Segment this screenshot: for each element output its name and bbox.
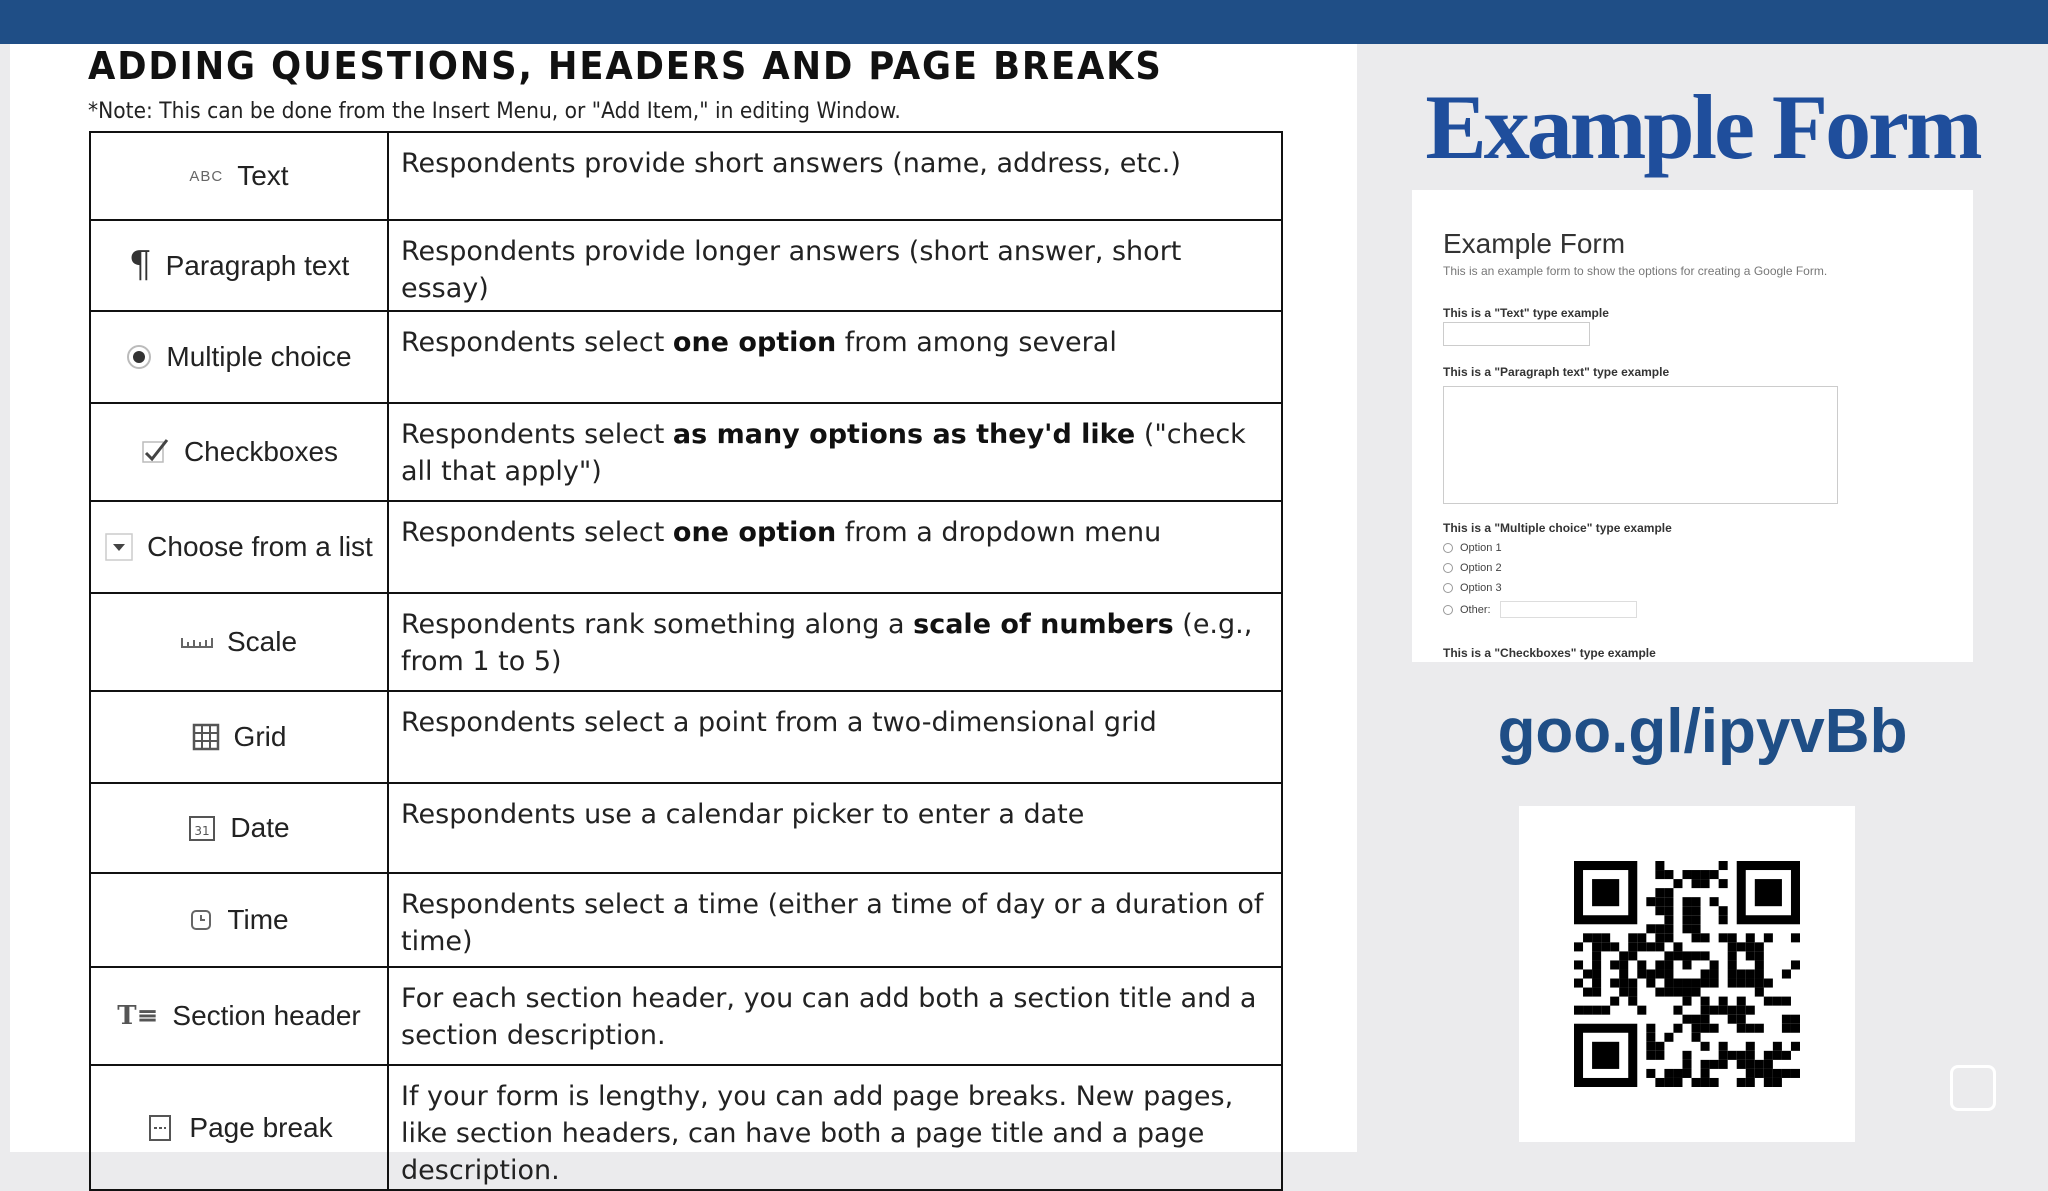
table-row [90, 311, 1282, 403]
question-type [91, 160, 387, 192]
option-1-radio[interactable]: Option 1 [1443, 542, 1502, 554]
question-type-cell [90, 967, 388, 1065]
question-type-description: For each section header, you can add both a section title and a section description. [401, 983, 1257, 1051]
table-row [90, 691, 1282, 783]
radio-icon [1443, 583, 1453, 593]
calendar-icon [188, 814, 216, 842]
question-type [91, 341, 387, 373]
pilcrow-icon: ¶ [128, 245, 152, 286]
table-row [90, 132, 1282, 220]
paragraph-question-label: This is a "Paragraph text" type example [1443, 365, 1670, 379]
question-type-cell [90, 593, 388, 691]
text-question-label: This is a "Text" type example [1443, 306, 1609, 320]
question-type-description: Respondents select as many options as they'd like ("check all that apply") [401, 419, 1246, 487]
option-2-radio[interactable]: Option 2 [1443, 562, 1502, 574]
question-type [91, 626, 387, 658]
question-type-description: Respondents use a calendar picker to enter a date [401, 799, 1085, 830]
document-note: *Note: This can be done from the Insert Menu, or "Add Item," in editing Window. [88, 99, 901, 124]
radio-icon [1443, 543, 1453, 553]
question-type-label: Text [237, 160, 289, 191]
question-type-label: Choose from a list [147, 531, 373, 562]
question-type-description: Respondents select a time (either a time of day or a duration of time) [401, 889, 1264, 957]
other-text-input[interactable] [1500, 601, 1637, 618]
description-cell [388, 1065, 1282, 1190]
text-answer-input[interactable] [1443, 322, 1590, 346]
fullscreen-button[interactable] [1950, 1065, 1996, 1111]
description-cell [388, 311, 1282, 403]
table-row [90, 783, 1282, 873]
question-type-description: Respondents provide longer answers (short answer, short essay) [401, 236, 1182, 304]
short-link[interactable]: goo.gl/ipyvBb [1497, 697, 1908, 766]
question-type-description: Respondents rank something along a scale of numbers (e.g., from 1 to 5) [401, 609, 1253, 677]
question-type-description: Respondents select one option from among several [401, 327, 1117, 358]
document-panel [10, 44, 1357, 1186]
question-type-label: Grid [233, 721, 287, 752]
table-row [90, 873, 1282, 967]
question-type [91, 245, 387, 286]
svg-text:31: 31 [194, 824, 211, 838]
description-cell [388, 220, 1282, 311]
question-type-cell [90, 1065, 388, 1190]
question-type [91, 436, 387, 468]
question-type-cell [90, 691, 388, 783]
document-title: ADDING QUESTIONS, HEADERS AND PAGE BREAKS [88, 44, 1163, 88]
clock-icon [189, 908, 213, 932]
question-type-label: Multiple choice [166, 341, 352, 372]
form-subtitle: This is an example form to show the options for creating a Google Form. [1443, 264, 1828, 278]
question-type-label: Date [230, 812, 290, 843]
question-type-cell [90, 132, 388, 220]
table-row [90, 501, 1282, 593]
example-panel [1357, 44, 2048, 1152]
table-row [90, 220, 1282, 311]
question-type [91, 1112, 387, 1144]
dropdown-icon [105, 533, 133, 561]
checkbox-question-label: This is a "Checkboxes" type example [1443, 646, 1656, 660]
question-type-label: Scale [226, 626, 298, 657]
table-row [90, 403, 1282, 501]
question-type-cell [90, 220, 388, 311]
description-cell [388, 593, 1282, 691]
checkmark-icon [140, 437, 170, 467]
radio-icon [1443, 605, 1453, 615]
question-type-description: Respondents select one option from a dropdown menu [401, 517, 1162, 548]
question-type-label: Paragraph text [165, 249, 350, 281]
form-preview [1412, 190, 1973, 662]
top-bar [0, 0, 2048, 44]
table-row [90, 967, 1282, 1065]
table-row [90, 593, 1282, 691]
section-header-icon: T≡ [117, 1001, 159, 1031]
description-cell [388, 501, 1282, 593]
radio-icon [1443, 563, 1453, 573]
radio-icon [126, 344, 152, 370]
question-type-label: Time [227, 904, 289, 935]
question-type [91, 904, 387, 936]
example-heading: Example Form [1425, 76, 1980, 178]
option-3-radio[interactable]: Option 3 [1443, 582, 1502, 594]
table-row [90, 1065, 1282, 1190]
description-cell [388, 873, 1282, 967]
question-types-table [89, 131, 1283, 1191]
question-type-description: If your form is lengthy, you can add page breaks. New pages, like section headers, can have both a page title and a page description. [401, 1081, 1234, 1186]
question-type-label: Checkboxes [183, 436, 339, 467]
question-type-cell [90, 311, 388, 403]
question-type [91, 531, 387, 563]
question-type-label: Page break [189, 1111, 333, 1143]
description-cell [388, 132, 1282, 220]
question-type [91, 1000, 387, 1032]
description-cell [388, 783, 1282, 873]
abc-icon: ABC [189, 167, 224, 185]
mc-question-label: This is a "Multiple choice" type example [1443, 521, 1672, 535]
scale-icon [181, 635, 213, 649]
question-type-description: Respondents select a point from a two-dimensional grid [401, 707, 1157, 738]
description-cell [388, 691, 1282, 783]
page-break-icon [145, 1113, 175, 1143]
question-type-label: Section header [172, 1000, 361, 1031]
description-cell [388, 403, 1282, 501]
description-cell [388, 967, 1282, 1065]
question-type-description: Respondents provide short answers (name, address, etc.) [401, 148, 1181, 179]
question-type-cell [90, 873, 388, 967]
form-title: Example Form [1443, 228, 1626, 259]
other-option-radio[interactable]: Other: [1443, 601, 1637, 618]
question-type [91, 721, 387, 753]
question-type [91, 812, 387, 844]
question-type-cell [90, 783, 388, 873]
question-type-cell [90, 403, 388, 501]
paragraph-answer-input[interactable] [1443, 386, 1838, 504]
question-type-cell [90, 501, 388, 593]
qr-code-card [1519, 806, 1855, 1142]
grid-icon [192, 723, 220, 751]
qr-code [1574, 861, 1800, 1087]
